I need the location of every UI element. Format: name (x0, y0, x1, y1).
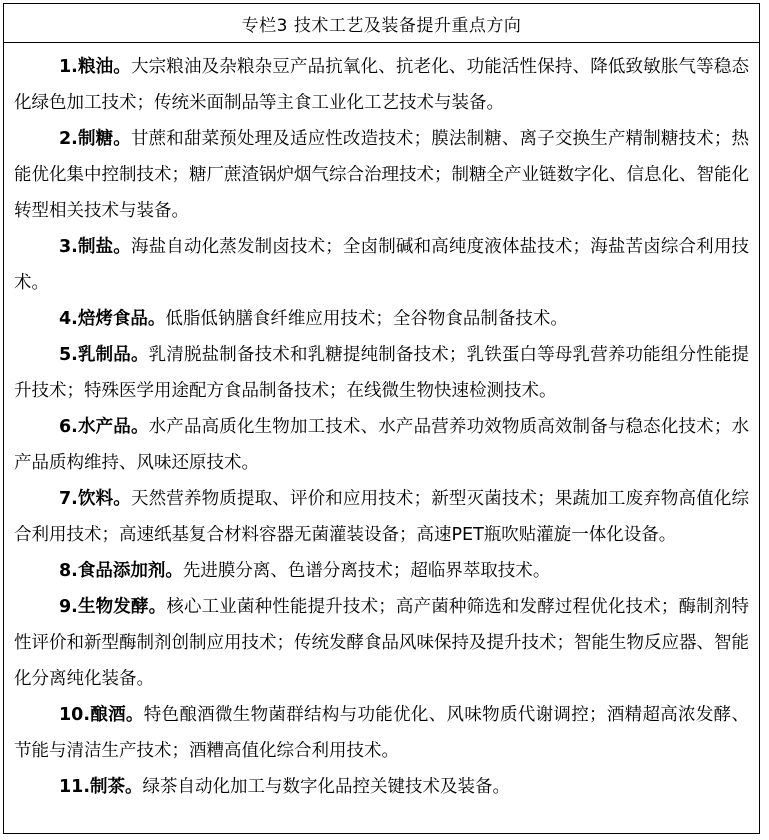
item-heading: 8.食品添加剂。 (59, 561, 183, 581)
item-heading: 10.酿酒。 (59, 705, 144, 725)
item-text: 海盐自动化蒸发制卤技术；全卤制碱和高纯度液体盐技术；海盐苦卤综合利用技术。 (14, 237, 750, 293)
item-text: 核心工业菌种性能提升技术；高产菌种筛选和发酵过程优化技术；酶制剂特性评价和新型酶制剂创制应用技术；传统发酵食品风味保持及提升技术；智能生物反应器、智能化分离纯化装备。 (14, 597, 750, 689)
item-text: 乳清脱盐制备技术和乳糖提纯制备技术；乳铁蛋白等母乳营养功能组分性能提升技术；特殊医学用途配方食品制备技术；在线微生物快速检测技术。 (14, 345, 749, 401)
item-text: 天然营养物质提取、评价和应用技术；新型灭菌技术；果蔬加工废弃物高值化综合利用技术；高速纸基复合材料容器无菌灌装设备；高速PET瓶吹贴灌旋一体化设备。 (14, 489, 750, 545)
item-dairy (14, 337, 749, 409)
item-salt (14, 229, 749, 301)
item-text: 水产品高质化生物加工技术、水产品营养功效物质高效制备与稳态化技术；水产品质构维持、风味还原技术。 (14, 417, 749, 473)
item-heading: 1.粮油。 (59, 57, 131, 77)
item-heading: 7.饮料。 (59, 489, 131, 509)
item-fermentation (14, 589, 749, 697)
box-title: 专栏3 技术工艺及装备提升重点方向 (4, 4, 759, 43)
item-heading: 5.乳制品。 (59, 345, 149, 365)
item-beverage (14, 481, 749, 553)
item-text: 甘蔗和甜菜预处理及适应性改造技术；膜法制糖、离子交换生产精制糖技术；热能优化集中控制技术；糖厂蔗渣锅炉烟气综合治理技术；制糖全产业链数字化、信息化、智能化转型相关技术与装备。 (14, 129, 750, 221)
item-text: 特色酿酒微生物菌群结构与功能优化、风味物质代谢调控；酒精超高浓发酵、节能与清洁生产技术；酒糟高值化综合利用技术。 (14, 705, 749, 761)
item-aquatic (14, 409, 749, 481)
item-heading: 11.制茶。 (59, 777, 143, 797)
item-heading: 2.制糖。 (59, 129, 131, 149)
item-heading: 3.制盐。 (59, 237, 131, 257)
item-text: 低脂低钠膳食纤维应用技术；全谷物食品制备技术。 (165, 309, 568, 329)
feature-box (3, 3, 760, 834)
item-text: 先进膜分离、色谱分离技术；超临界萃取技术。 (182, 561, 551, 581)
box-content (4, 43, 759, 805)
item-heading: 9.生物发酵。 (59, 597, 167, 617)
item-sugar (14, 121, 749, 229)
item-text: 绿茶自动化加工与数字化品控关键技术及装备。 (142, 777, 511, 797)
item-text: 大宗粮油及杂粮杂豆产品抗氧化、抗老化、功能活性保持、降低致敏胀气等稳态化绿色加工技术；传统米面制品等主食工业化工艺技术与装备。 (14, 57, 750, 113)
item-brewing (14, 697, 749, 769)
item-food-additive (14, 553, 749, 589)
item-tea (14, 769, 749, 805)
item-grain-oil (14, 49, 749, 121)
item-bakery (14, 301, 749, 337)
item-heading: 6.水产品。 (59, 417, 149, 437)
item-heading: 4.焙烤食品。 (59, 309, 166, 329)
